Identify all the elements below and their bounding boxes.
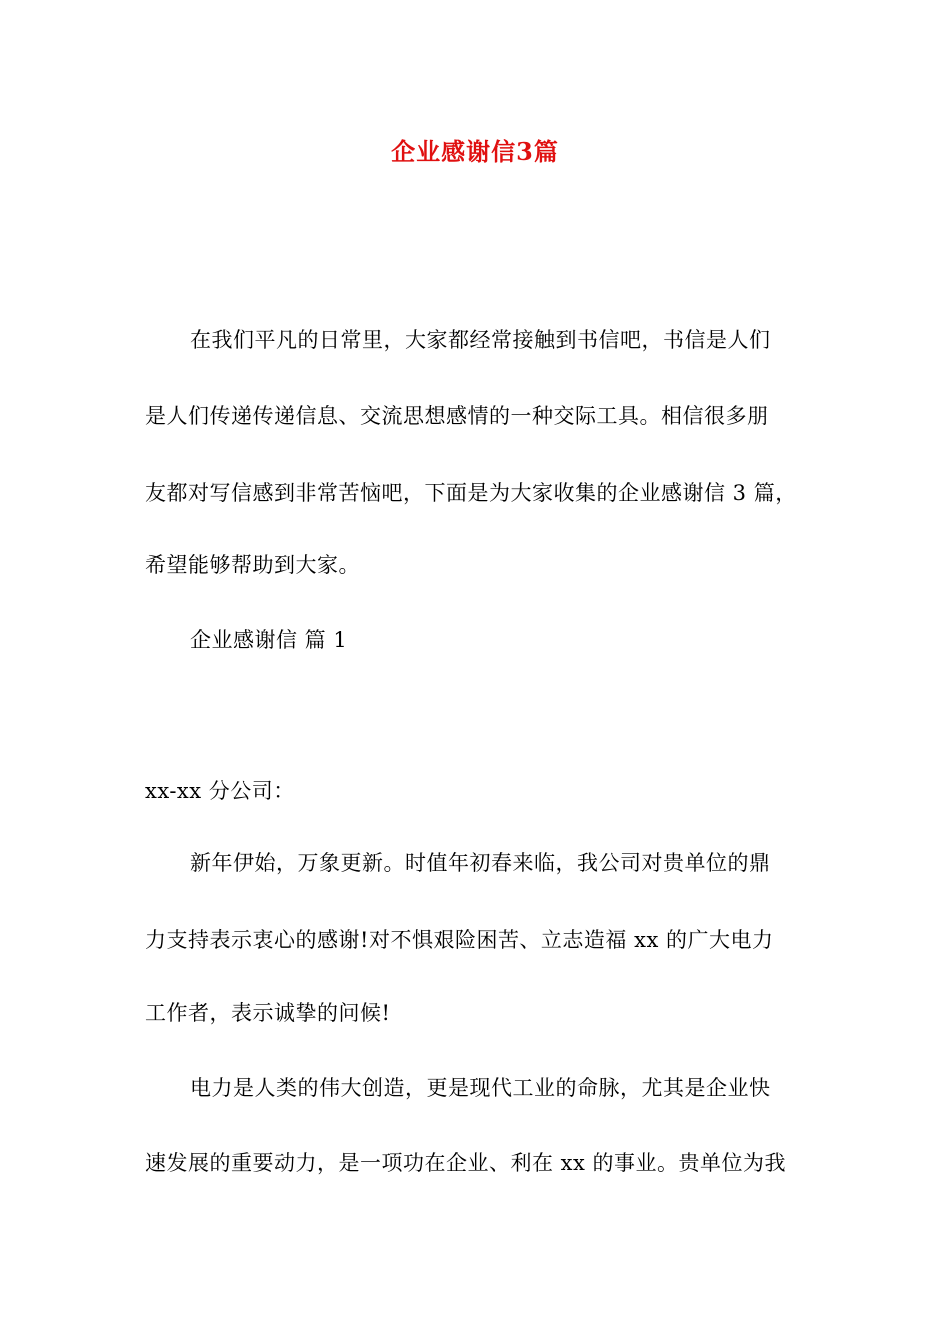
paragraph2-line-1: 电力是人类的伟大创造，更是现代工业的命脉，尤其是企业快 xyxy=(190,1076,771,1100)
paragraph1-line-3: 工作者，表示诚挚的问候! xyxy=(145,1001,391,1025)
paragraph1-line-1: 新年伊始，万象更新。时值年初春来临，我公司对贵单位的鼎 xyxy=(190,851,771,875)
intro-line-2: 是人们传递传递信息、交流思想感情的一种交际工具。相信很多朋 xyxy=(145,404,769,428)
section-heading: 企业感谢信 篇 1 xyxy=(190,628,348,652)
paragraph2-line-2: 速发展的重要动力，是一项功在企业、利在 xx 的事业。贵单位为我 xyxy=(145,1151,787,1175)
salutation: xx-xx 分公司： xyxy=(145,779,295,803)
document-title: 企业感谢信3篇 xyxy=(391,137,559,166)
paragraph1-line-2: 力支持表示衷心的感谢!对不惧艰险困苦、立志造福 xx 的广大电力 xyxy=(145,928,774,952)
intro-line-3: 友都对写信感到非常苦恼吧，下面是为大家收集的企业感谢信 3 篇， xyxy=(145,481,797,505)
intro-line-4: 希望能够帮助到大家。 xyxy=(145,553,360,577)
intro-line-1: 在我们平凡的日常里，大家都经常接触到书信吧，书信是人们 xyxy=(190,328,771,352)
